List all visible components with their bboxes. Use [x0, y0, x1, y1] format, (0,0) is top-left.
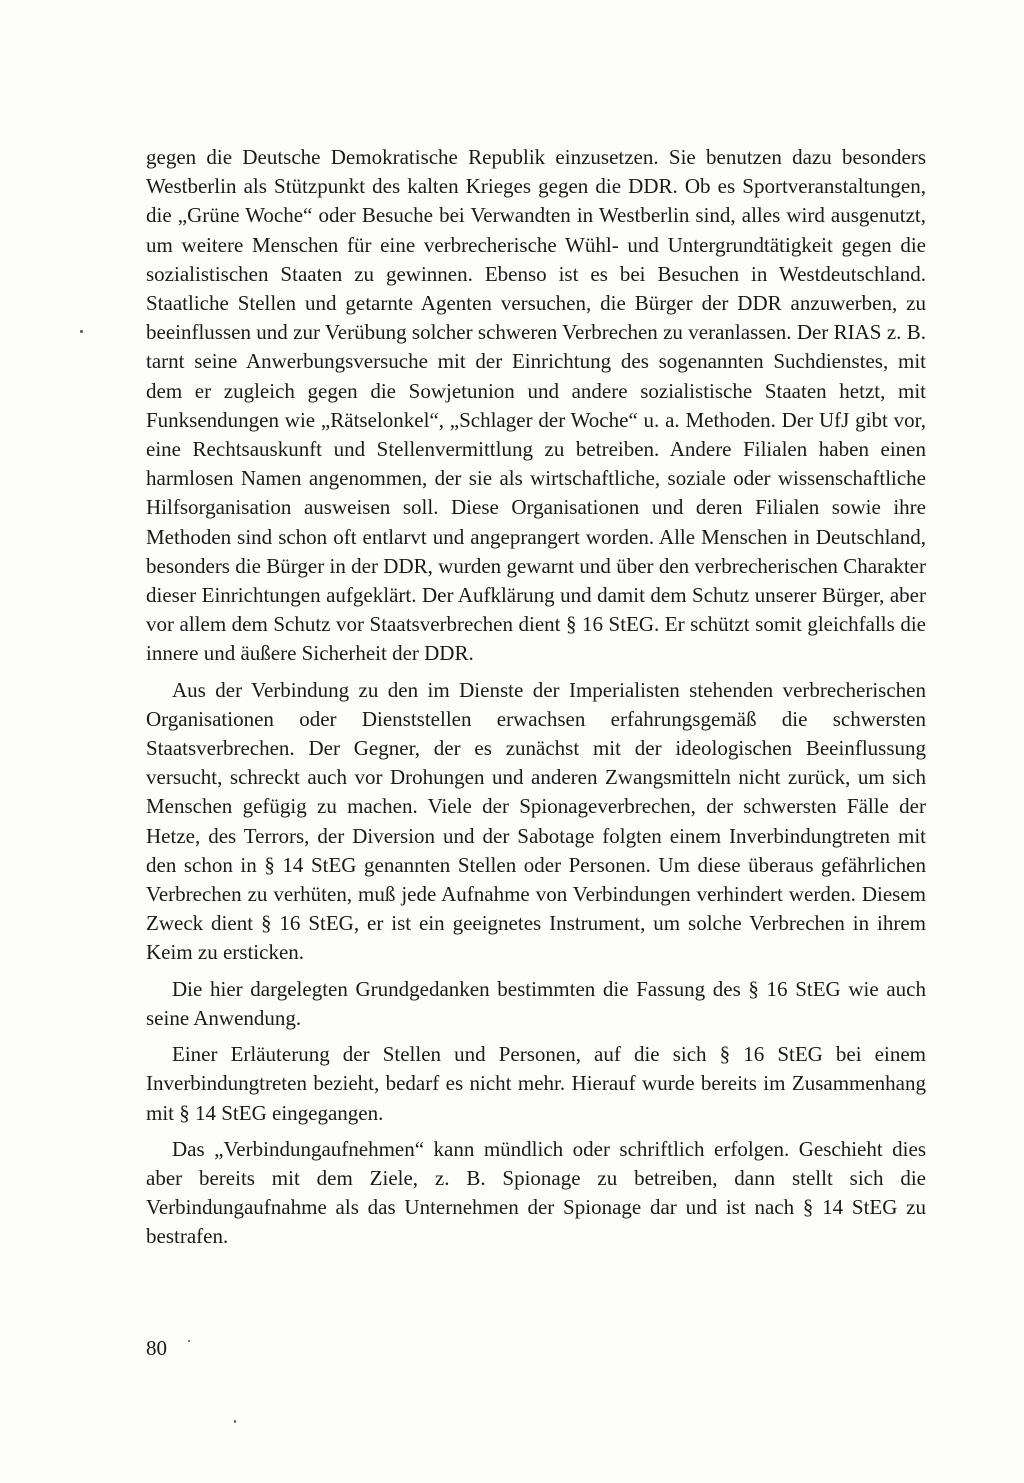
- scan-speck: [234, 1420, 236, 1423]
- scan-speck: [188, 1340, 190, 1342]
- paragraph-3: Die hier dargelegten Grundgedanken bestimmten die Fassung des § 16 StEG wie auch seine Anwendung.: [146, 976, 926, 1030]
- scan-speck: [80, 330, 83, 333]
- page-number: 80: [146, 1336, 167, 1360]
- paragraph-4: Einer Erläuterung der Stellen und Personen, auf die sich § 16 StEG bei einem Inverbindungtreten bezieht, bedarf es nicht mehr. Hierauf wurde bereits im Zusammenhang mit § 14 StEG eingegangen.: [146, 1042, 926, 1125]
- paragraph-5: Das „Verbindungaufnehmen“ kann mündlich oder schriftlich erfolgen. Geschieht dies aber bereits mit dem Ziele, z. B. Spionage zu betreiben, dann stellt sich die Verbindungaufnahme als das Unternehmen der Spionage dar und ist nach § 14 StEG zu bestrafen.: [146, 1136, 926, 1249]
- body-text: [146, 143, 926, 1259]
- paragraph-1: gegen die Deutsche Demokratische Republik einzusetzen. Sie benutzen dazu besonders Westberlin als Stützpunkt des kalten Krieges gegen die DDR. Ob es Sportveranstaltungen, die „Grüne Woche“ oder Besuche bei Verwandten in Westberlin sind, alles wird ausgenutzt, um weitere Menschen für eine verbrecherische Wühl- und Untergrundtätigkeit gegen die sozialistischen Staaten zu gewinnen. Ebenso ist es bei Besuchen in Westdeutschland. Staatliche Stellen und getarnte Agenten versuchen, die Bürger der DDR anzuwerben, zu beeinflussen und zur Verübung solcher schweren Verbrechen zu veranlassen. Der RIAS z. B. tarnt seine Anwerbungsversuche mit der Einrichtung des sogenannten Suchdienstes, mit dem er zugleich gegen die Sowjetunion und andere sozialistische Staaten hetzt, mit Funksendungen wie „Rätselonkel“, „Schlager der Woche“ u. a. Methoden. Der UfJ gibt vor, eine Rechtsauskunft und Stellenvermittlung zu betreiben. Andere Filialen haben einen harmlosen Namen angenommen, der sie als wirtschaftliche, soziale oder wissenschaftliche Hilfsorganisation ausweisen soll. Diese Organisationen und deren Filialen sowie ihre Methoden sind schon oft entlarvt und angeprangert worden. Alle Menschen in Deutschland, besonders die Bürger in der DDR, wurden gewarnt und über den verbrecherischen Charakter dieser Einrichtungen aufgeklärt. Der Aufklärung und damit dem Schutz unserer Bürger, aber vor allem dem Schutz vor Staatsverbrechen dient § 16 StEG. Er schützt somit gleichfalls die innere und äußere Sicherheit der DDR.: [146, 145, 926, 666]
- paragraph-2: Aus der Verbindung zu den im Dienste der Imperialisten stehenden verbrecherischen Organisationen oder Dienststellen erwachsen erfahrungsgemäß die schwersten Staatsverbrechen. Der Gegner, der es zunächst mit der ideologischen Beeinflussung versucht, schreckt auch vor Drohungen und anderen Zwangsmitteln nicht zurück, um sich Menschen gefügig zu machen. Viele der Spionageverbrechen, der schwersten Fälle der Hetze, des Terrors, der Diversion und der Sabotage folgten einem Inverbindungtreten mit den schon in § 14 StEG genannten Stellen oder Personen. Um diese überaus gefährlichen Verbrechen zu verhüten, muß jede Aufnahme von Verbindungen verhindert werden. Diesem Zweck dient § 16 StEG, er ist ein geeignetes Instrument, um solche Verbrechen in ihrem Keim zu ersticken.: [146, 677, 926, 965]
